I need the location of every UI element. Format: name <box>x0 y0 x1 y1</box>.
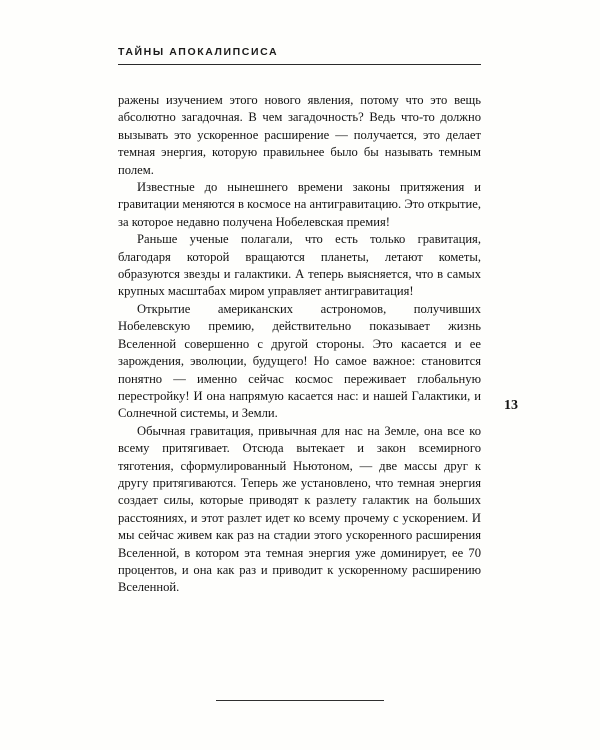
paragraph: Известные до нынешнего времени законы притяжения и гравитации меняются в космосе на антигравитацию. Это открытие, за которое недавно получена Нобелевская премия! <box>118 180 481 229</box>
header-divider <box>118 64 481 65</box>
page-number: 13 <box>504 398 518 413</box>
running-head: ТАЙНЫ АПОКАЛИПСИСА <box>118 46 279 58</box>
footer-divider <box>216 700 384 701</box>
paragraph: Обычная гравитация, привычная для нас на Земле, она все ко всему притягивает. Отсюда вытекает и закон всемирного тяготения, сформулированный Ньютоном, — две массы друг к другу притягиваются. Теперь же установлено, что темная энергия создает силы, которые приводят к разлету галактик на больших расстояниях, и этот разлет идет ко всему прочему с ускорением. И мы сейчас живем как раз на стадии этого ускоренного расширения Вселенной, в котором эта темная энергия уже доминирует, ее 70 процентов, и она как раз и приводит к ускоренному расширению Вселенной. <box>118 423 481 595</box>
paragraph: Открытие американских астрономов, получивших Нобелевскую премию, действительно показывает жизнь Вселенной совершенно с другой стороны. Это касается и ее зарождения, эволюции, будущего! Но самое важное: становится понятно — именно сейчас космос переживает глобальную перестройку! И она напрямую касается нас: и нашей Галактики, и Солнечной системы, и Земли. <box>118 301 481 421</box>
paragraph: ражены изучением этого нового явления, потому что это вещь абсолютно загадочная. В чем загадочность? Ведь что-то должно вызывать это ускоренное расширение — получается, это делает темная энергия, которую правильнее было бы называть темным полем. <box>118 93 481 177</box>
body-text <box>118 92 481 597</box>
paragraph: Раньше ученые полагали, что есть только гравитация, благодаря которой вращаются планеты, летают кометы, образуются звезды и галактики. А теперь выясняется, что в самых крупных масштабах миром управляет антигравитация! <box>118 232 481 299</box>
